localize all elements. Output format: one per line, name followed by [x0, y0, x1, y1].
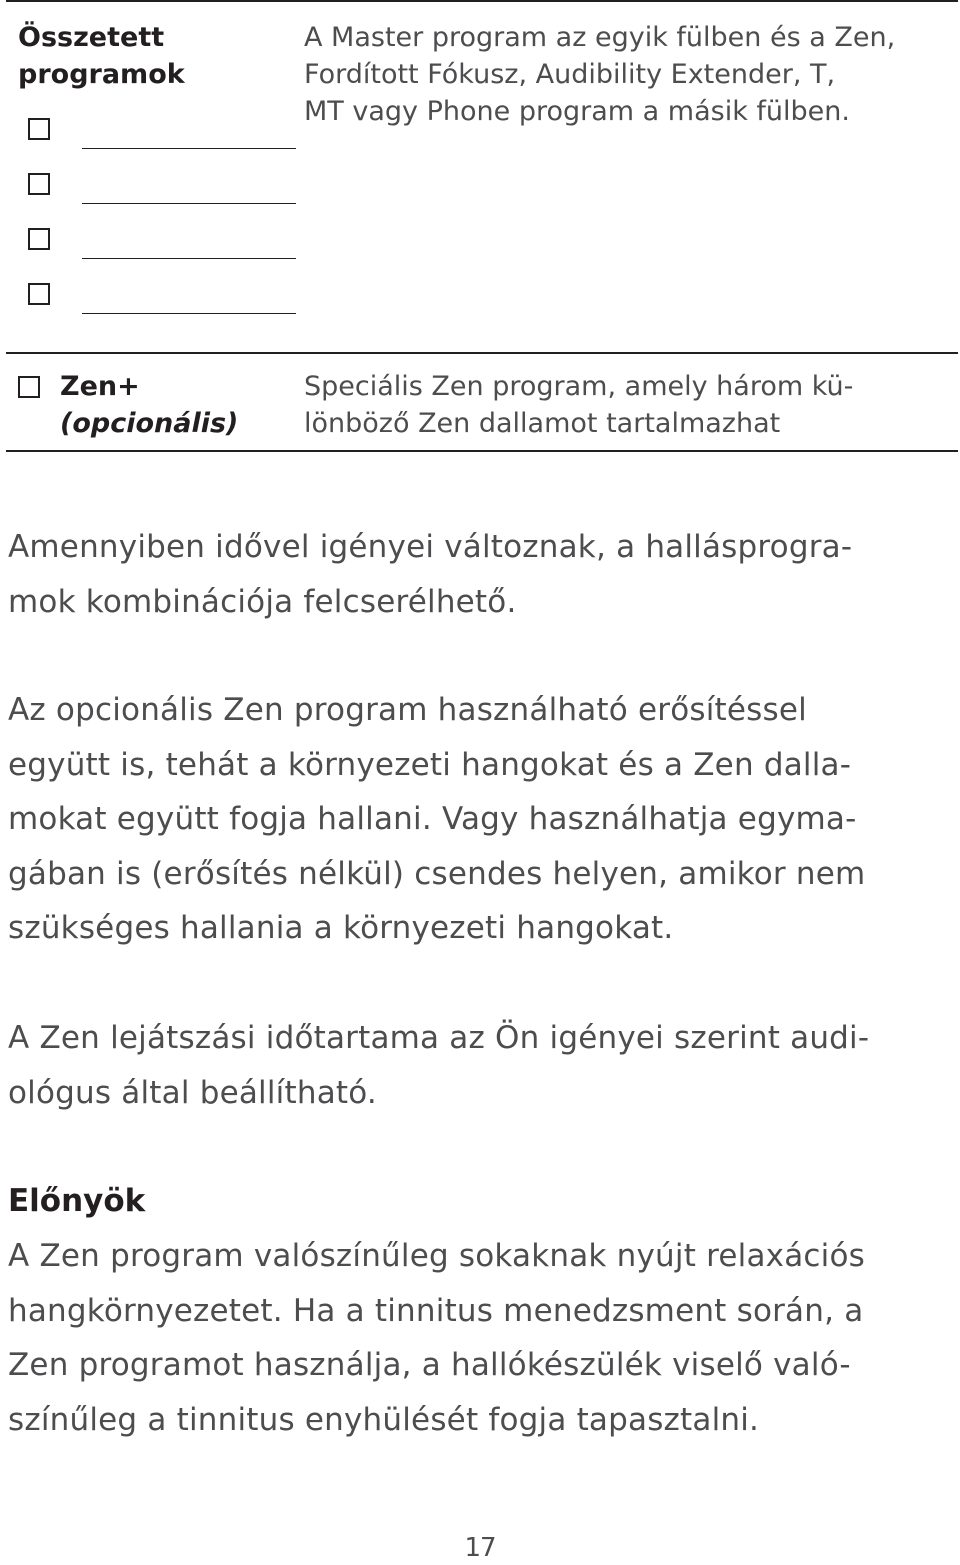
fill-in-line[interactable] [82, 258, 296, 259]
description-line: Fordított Fókusz, Audibility Extender, T, [304, 59, 836, 90]
paragraph-line: Az opcionális Zen program használható erősítéssel [8, 692, 807, 728]
fill-in-line[interactable] [82, 203, 296, 204]
combined-programs-description [304, 19, 954, 130]
checkbox[interactable] [28, 173, 50, 195]
paragraph-combination [8, 520, 956, 629]
paragraph-line: A Zen lejátszási időtartama az Ön igényei szerint audi- [8, 1020, 870, 1056]
paragraph-line: mokat együtt fogja hallani. Vagy használhatja egyma- [8, 801, 857, 837]
fill-in-line[interactable] [82, 313, 296, 314]
paragraph-line: együtt is, tehát a környezeti hangokat és a Zen dalla- [8, 746, 852, 783]
paragraph-line: A Zen program valószínűleg sokaknak nyújt relaxációs [8, 1238, 865, 1274]
fill-in-line[interactable] [82, 148, 296, 149]
description-line: Speciális Zen program, amely három kü- [304, 371, 854, 402]
program-slot-3 [28, 228, 298, 258]
page-number: 17 [464, 1533, 496, 1563]
checkbox[interactable] [28, 228, 50, 250]
zen-plus-description [304, 368, 954, 442]
zen-plus-subtitle: (opcionális) [60, 408, 239, 439]
paragraph-zen-duration [8, 1011, 956, 1120]
paragraph-line: hangkörnyezetet. Ha a tinnitus menedzsment során, a [8, 1292, 864, 1329]
heading-line: Összetett [18, 22, 165, 53]
paragraph-line: színűleg a tinnitus enyhülését fogja tapasztalni. [8, 1401, 760, 1438]
checkbox[interactable] [28, 283, 50, 305]
heading-line: programok [18, 59, 185, 90]
checkbox[interactable] [28, 118, 50, 140]
zen-plus-row [6, 350, 958, 452]
description-line: A Master program az egyik fülben és a Zen, [304, 22, 896, 53]
paragraph-benefits [8, 1229, 956, 1447]
benefits-heading: Előnyök [8, 1183, 146, 1219]
combined-programs-heading [18, 19, 288, 93]
paragraph-line: gában is (erősítés nélkül) csendes helyen, amikor nem [8, 855, 866, 892]
paragraph-line: Amennyiben idővel igényei változnak, a hallásprogra- [8, 529, 853, 565]
combined-programs-row [6, 0, 958, 354]
program-slot-2 [28, 173, 298, 203]
description-line: MT vagy Phone program a másik fülben. [304, 96, 850, 127]
paragraph-line: szükséges hallania a környezeti hangokat. [8, 910, 674, 946]
checkbox[interactable] [18, 376, 40, 398]
program-slot-4 [28, 283, 298, 313]
paragraph-line: ológus által beállítható. [8, 1074, 377, 1111]
zen-plus-title: Zen+ [60, 371, 140, 402]
paragraph-optional-zen [8, 683, 956, 956]
paragraph-line: Zen programot használja, a hallókészülék viselő való- [8, 1347, 851, 1383]
zen-plus-label [60, 368, 300, 442]
paragraph-line: mok kombinációja felcserélhető. [8, 583, 517, 620]
description-line: lönböző Zen dallamot tartalmazhat [304, 408, 781, 439]
program-slot-1 [28, 118, 298, 148]
